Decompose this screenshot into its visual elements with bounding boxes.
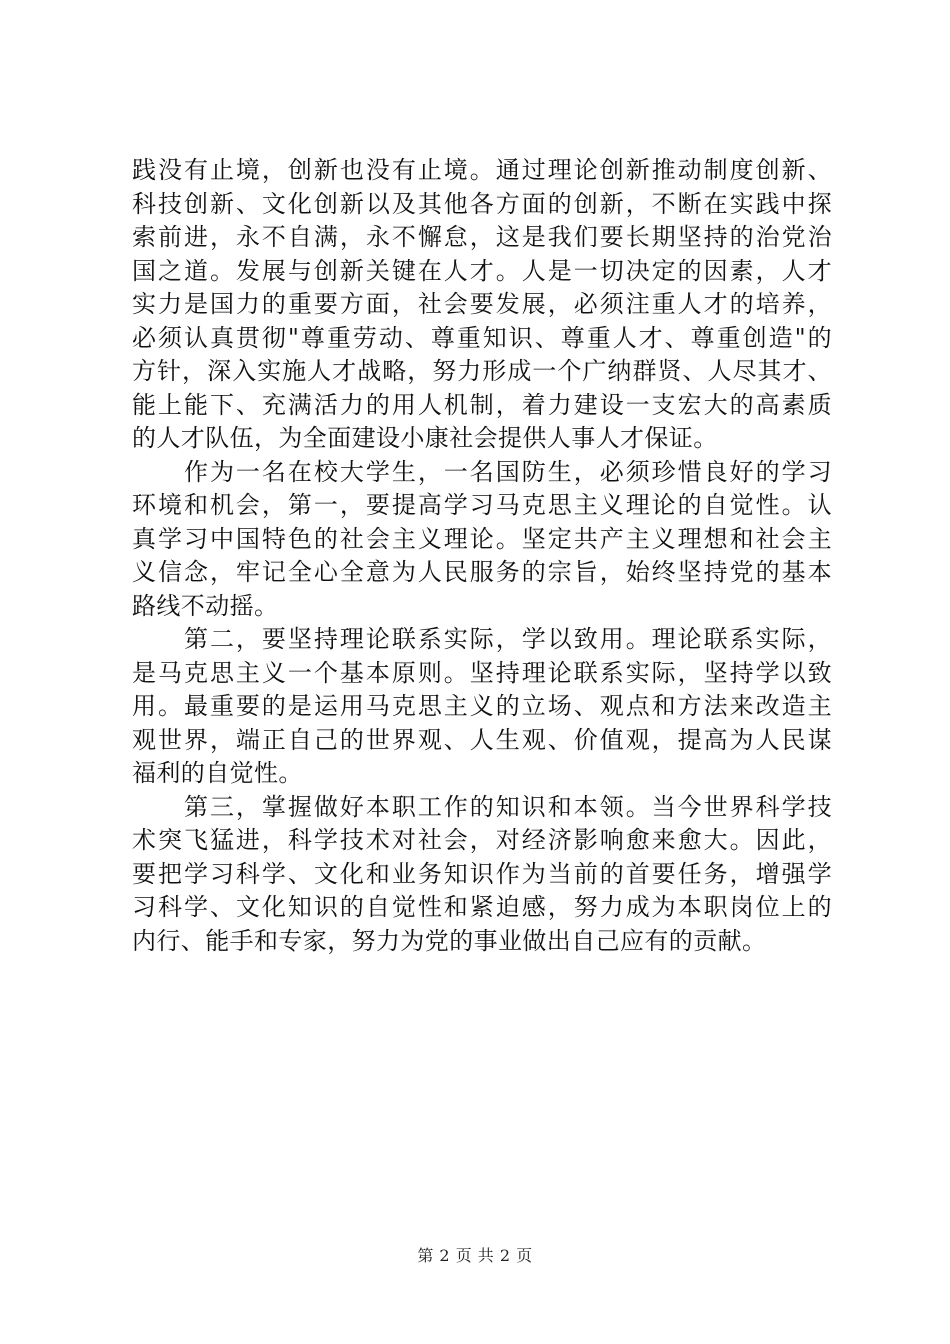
text-line: 习科学、文化知识的自觉性和紧迫感，努力成为本职岗位上的 xyxy=(132,893,832,921)
text-line: 实力是国力的重要方面，社会要发展，必须注重人才的培养， xyxy=(132,290,832,318)
text-line: 能上能下、充满活力的用人机制，着力建设一支宏大的高素质 xyxy=(132,390,832,419)
text-line: 路线不动摇。 xyxy=(132,591,279,620)
text-line: 第二，要坚持理论联系实际，学以致用。理论联系实际， xyxy=(132,625,832,653)
text-line: 义信念，牢记全心全意为人民服务的宗旨，始终坚持党的基本 xyxy=(132,558,832,586)
text-line: 践没有止境，创新也没有止境。通过理论创新推动制度创新、 xyxy=(132,156,832,184)
text-line: 索前进，永不自满，永不懈怠，这是我们要长期坚持的治党治 xyxy=(132,223,832,251)
text-line: 用。最重要的是运用马克思主义的立场、观点和方法来改造主 xyxy=(132,692,832,720)
text-line: 内行、能手和专家，努力为党的事业做出自己应有的贡献。 xyxy=(132,926,767,955)
text-line: 国之道。发展与创新关键在人才。人是一切决定的因素，人才 xyxy=(132,256,832,285)
text-line: 的人才队伍，为全面建设小康社会提供人事人才保证。 xyxy=(132,424,718,452)
text-line: 科技创新、文化创新以及其他各方面的创新，不断在实践中探 xyxy=(132,189,832,218)
text-line: 观世界，端正自己的世界观、人生观、价值观，提高为人民谋 xyxy=(132,725,832,754)
text-line: 环境和机会，第一，要提高学习马克思主义理论的自觉性。认 xyxy=(132,491,832,519)
text-line: 福利的自觉性。 xyxy=(132,759,303,787)
text-line: 真学习中国特色的社会主义理论。坚定共产主义理想和社会主 xyxy=(132,524,832,553)
text-line: 术突飞猛进，科学技术对社会，对经济影响愈来愈大。因此， xyxy=(132,826,832,854)
text-line: 是马克思主义一个基本原则。坚持理论联系实际，坚持学以致 xyxy=(132,658,832,687)
body-text xyxy=(132,154,832,958)
text-line: 必须认真贯彻"尊重劳动、尊重知识、尊重人才、尊重创造"的 xyxy=(132,323,832,352)
text-line: 方针，深入实施人才战略，努力形成一个广纳群贤、人尽其才、 xyxy=(132,357,832,385)
text-line: 要把学习科学、文化和业务知识作为当前的首要任务，增强学 xyxy=(132,859,832,888)
text-line: 第三，掌握做好本职工作的知识和本领。当今世界科学技 xyxy=(132,792,832,821)
text-line: 作为一名在校大学生，一名国防生，必须珍惜良好的学习 xyxy=(132,457,832,486)
page-footer: 第 2 页 共 2 页 xyxy=(417,1246,533,1265)
